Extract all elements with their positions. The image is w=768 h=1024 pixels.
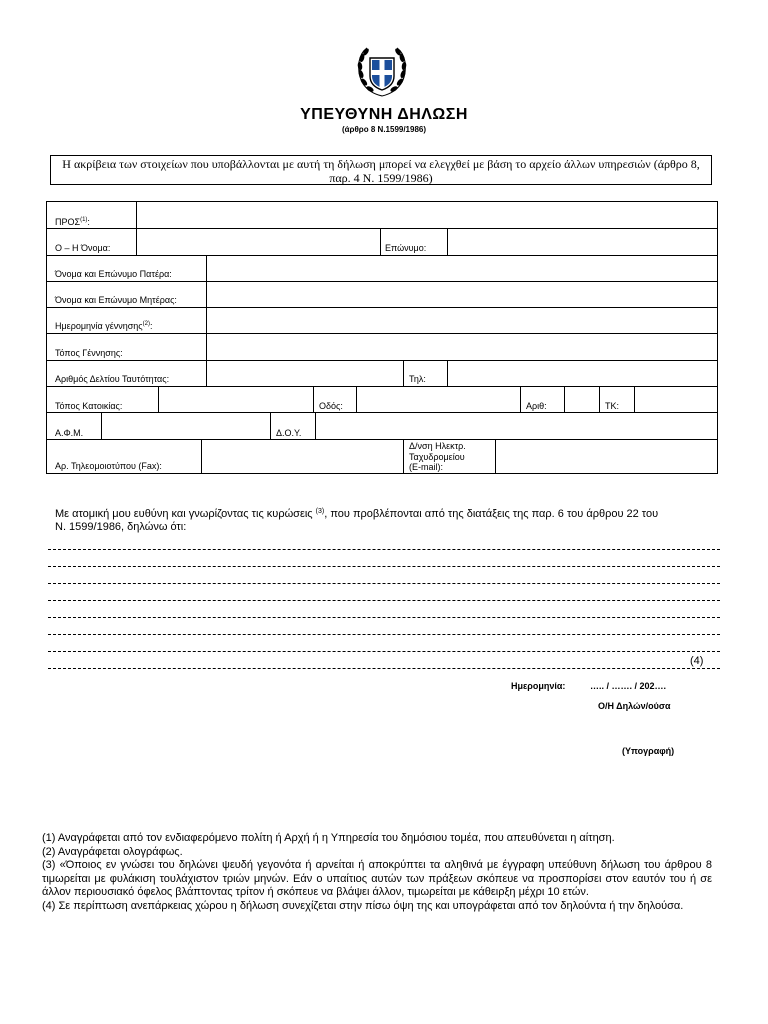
fax-label: Αρ. Τηλεομοιοτύπου (Fax): [55,461,162,471]
first-name-field[interactable] [137,229,380,255]
street-number-label: Αριθ: [526,401,547,411]
date-label: Ημερομηνία: [511,681,566,691]
footnote-3: (3) «Όποιος εν γνώσει του δηλώνει ψευδή γεγονότα ή αρνείται ή αποκρύπτει τα αληθινά με έγγραφη υπεύθυνη δήλωση του άρθρου 8 τιμωρείται με φυλάκιση τουλάχιστον τριών μηνών. Εάν ο υπαίτιος αυτών των πράξεων σκόπευε να προσπορίσει στον εαυτόν του ή σε άλλον περιουσιακό όφελος βλάπτοντας τρίτον ή σκόπευε να βλάψει άλλον, τιμωρείται με κάθειρξη μέχρι 10 ετών. [42,859,712,898]
statement-line[interactable] [48,600,720,601]
last-name-field[interactable] [448,229,717,255]
to-label: ΠΡΟΣ$^{(1)}$: [55,217,90,227]
phone-label: Τηλ: [409,374,426,384]
continuation-note-ref: (4) [690,655,704,667]
tax-office-field[interactable] [316,413,717,439]
tax-office-label: Δ.Ο.Υ. [276,428,302,438]
statement-line[interactable] [48,549,720,550]
street-field[interactable] [357,387,520,412]
fax-field[interactable] [202,440,403,474]
verification-notice [50,155,712,185]
footnote-4: (4) Σε περίπτωση ανεπάρκειας χώρου η δήλωση συνεχίζεται στην πίσω όψη της και υπογράφεται από τον δηλούντα ή την δηλούσα. [42,899,684,912]
father-name-label: Όνομα και Επώνυμο Πατέρα: [55,269,172,279]
email-label: Δ/νση Ηλεκτρ. Ταχυδρομείου (E-mail): [409,441,466,472]
birthdate-field[interactable] [207,308,717,333]
statement-line[interactable] [48,583,720,584]
street-label: Οδός: [319,401,343,411]
page-title: ΥΠΕΥΘΥΝΗ ΔΗΛΩΣΗ [300,106,468,123]
signature-label: (Υπογραφή) [622,746,675,756]
phone-field[interactable] [448,361,717,386]
postcode-label: ΤΚ: [605,401,620,411]
mother-name-label: Όνομα και Επώνυμο Μητέρας: [55,295,177,305]
notice-line-1: Η ακρίβεια των στοιχείων που υποβάλλονται με αυτή τη δήλωση μπορεί να ελεγχθεί με βάση το αρχείο άλλων υπηρεσιών (άρθρο 8, [62,157,700,171]
statement-line[interactable] [48,668,720,669]
footnotes [42,832,712,913]
street-number-field[interactable] [565,387,599,412]
residence-field[interactable] [159,387,313,412]
postcode-field[interactable] [635,387,717,412]
tax-id-label: Α.Φ.Μ. [55,428,84,438]
statement-line[interactable] [48,651,720,652]
last-name-label: Επώνυμο: [385,243,427,253]
notice-line-2: παρ. 4 Ν. 1599/1986) [329,171,433,185]
statement-line[interactable] [48,566,720,567]
footnote-1: (1) Αναγράφεται από τον ενδιαφερόμενο πολίτη ή Αρχή ή η Υπηρεσία του δημόσιου τομέα, που απευθύνεται η αίτηση. [42,832,615,844]
id-number-field[interactable] [207,361,403,386]
footnote-2: (2) Αναγράφεται ολογράφως. [42,845,183,858]
father-name-field[interactable] [207,256,717,281]
declaration-statement: Με ατομική μου ευθύνη και γνωρίζοντας τις κυρώσεις $^{(3)}$, που προβλέπονται από της διατάξεις της παρ. 6 του άρθρου 22 του Ν. 1599/1986, δηλώνω ότι: [55,508,659,533]
declarant-details-form [46,201,718,474]
birthdate-label: Ημερομηνία γέννησης$^{(2)}$: [55,321,153,331]
declarant-label: Ο/Η Δηλών/ούσα [598,701,671,711]
mother-name-field[interactable] [207,282,717,307]
id-number-label: Αριθμός Δελτίου Ταυτότητας: [55,374,170,384]
date-field[interactable]: ….. / ……. / 202…. [590,681,667,691]
birthplace-label: Τόπος Γέννησης: [55,348,123,358]
to-field[interactable] [137,202,717,228]
page-subtitle: (άρθρο 8 Ν.1599/1986) [341,125,427,134]
residence-label: Τόπος Κατοικίας: [55,401,123,411]
email-field[interactable] [496,440,717,474]
tax-id-field[interactable] [102,413,270,439]
first-name-label: Ο – Η Όνομα: [55,243,111,253]
statement-line[interactable] [48,617,720,618]
statement-line[interactable] [48,634,720,635]
birthplace-field[interactable] [207,334,717,360]
greek-coat-of-arms-icon [353,42,411,100]
